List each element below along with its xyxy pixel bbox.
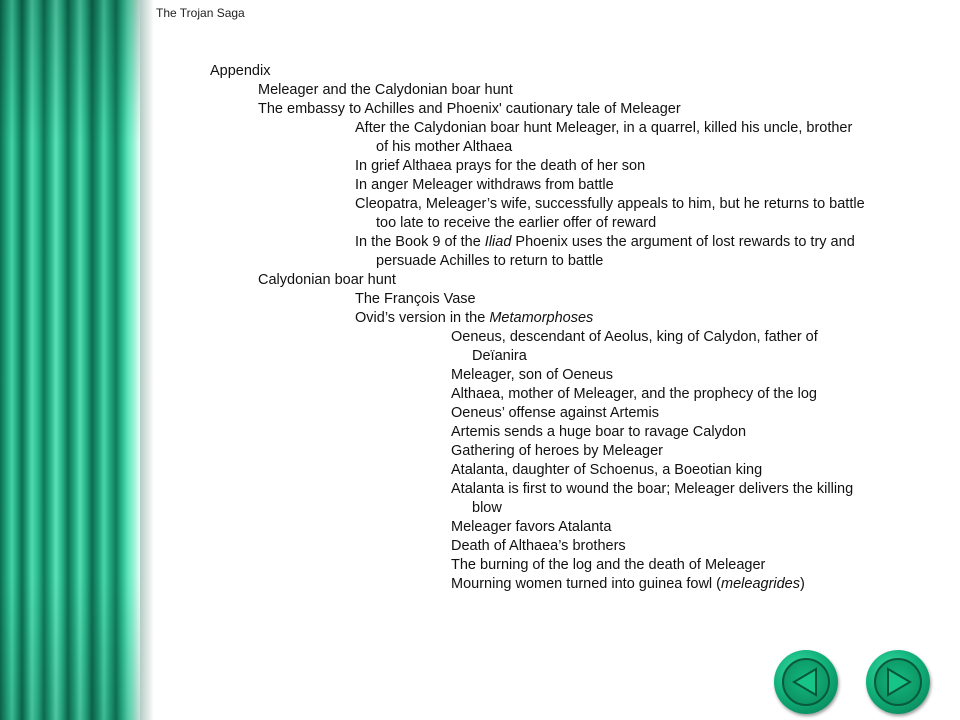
outline-item: Atalanta is first to wound the boar; Meleager delivers the killing [451, 481, 854, 497]
previous-slide-button[interactable] [774, 650, 838, 714]
outline-item-continued: too late to receive the earlier offer of reward [376, 215, 657, 231]
text-run: ) [800, 576, 805, 592]
text-run: In the Book 9 of the [355, 234, 485, 250]
outline-item: The burning of the log and the death of Meleager [451, 557, 766, 573]
triangle-left-icon [774, 650, 838, 714]
italic-title-iliad: Iliad [484, 234, 512, 250]
outline-item: Gathering of heroes by Meleager [451, 443, 663, 459]
outline-item: In grief Althaea prays for the death of her son [355, 158, 646, 174]
outline-item: Calydonian boar hunt [258, 272, 396, 288]
outline-item: The François Vase [355, 291, 476, 307]
outline-item: Artemis sends a huge boar to ravage Calydon [451, 424, 747, 440]
outline-item: The embassy to Achilles and Phoenix' cautionary tale of Meleager [258, 101, 681, 117]
presentation-title: The Trojan Saga [156, 6, 245, 20]
outline-item: In anger Meleager withdraws from battle [355, 177, 614, 193]
outline-item [0, 309, 960, 328]
text-run: Phoenix uses the argument of lost rewards to try and [511, 234, 855, 250]
outline-item-continued: Deïanira [472, 348, 527, 364]
text-run: Mourning women turned into guinea fowl ( [451, 576, 722, 592]
outline-item [0, 575, 960, 594]
triangle-right-icon [866, 650, 930, 714]
outline-item-continued: blow [472, 500, 502, 516]
outline-item: Meleager, son of Oeneus [451, 367, 614, 383]
outline-item: After the Calydonian boar hunt Meleager, in a quarrel, killed his uncle, brother [355, 120, 853, 136]
outline-item: Meleager favors Atalanta [451, 519, 612, 535]
outline-item: Meleager and the Calydonian boar hunt [258, 82, 513, 98]
outline-item-continued: persuade Achilles to return to battle [376, 253, 604, 269]
appendix-outline [0, 62, 960, 594]
outline-item: Cleopatra, Meleager’s wife, successfully appeals to him, but he returns to battle [355, 196, 865, 212]
outline-item: Atalanta, daughter of Schoenus, a Boeotian king [451, 462, 763, 478]
outline-item-continued: of his mother Althaea [376, 139, 513, 155]
outline-item: Althaea, mother of Meleager, and the prophecy of the log [451, 386, 817, 402]
outline-item [0, 233, 960, 252]
outline-heading-appendix: Appendix [210, 63, 271, 79]
outline-item: Oeneus’ offense against Artemis [451, 405, 659, 421]
text-run: Ovid’s version in the [355, 310, 490, 326]
outline-item: Death of Althaea’s brothers [451, 538, 626, 554]
next-slide-button[interactable] [866, 650, 930, 714]
italic-term-meleagrides: meleagrides [721, 576, 801, 592]
italic-title-metamorphoses: Metamorphoses [489, 310, 594, 326]
outline-item: Oeneus, descendant of Aeolus, king of Calydon, father of [451, 329, 818, 345]
